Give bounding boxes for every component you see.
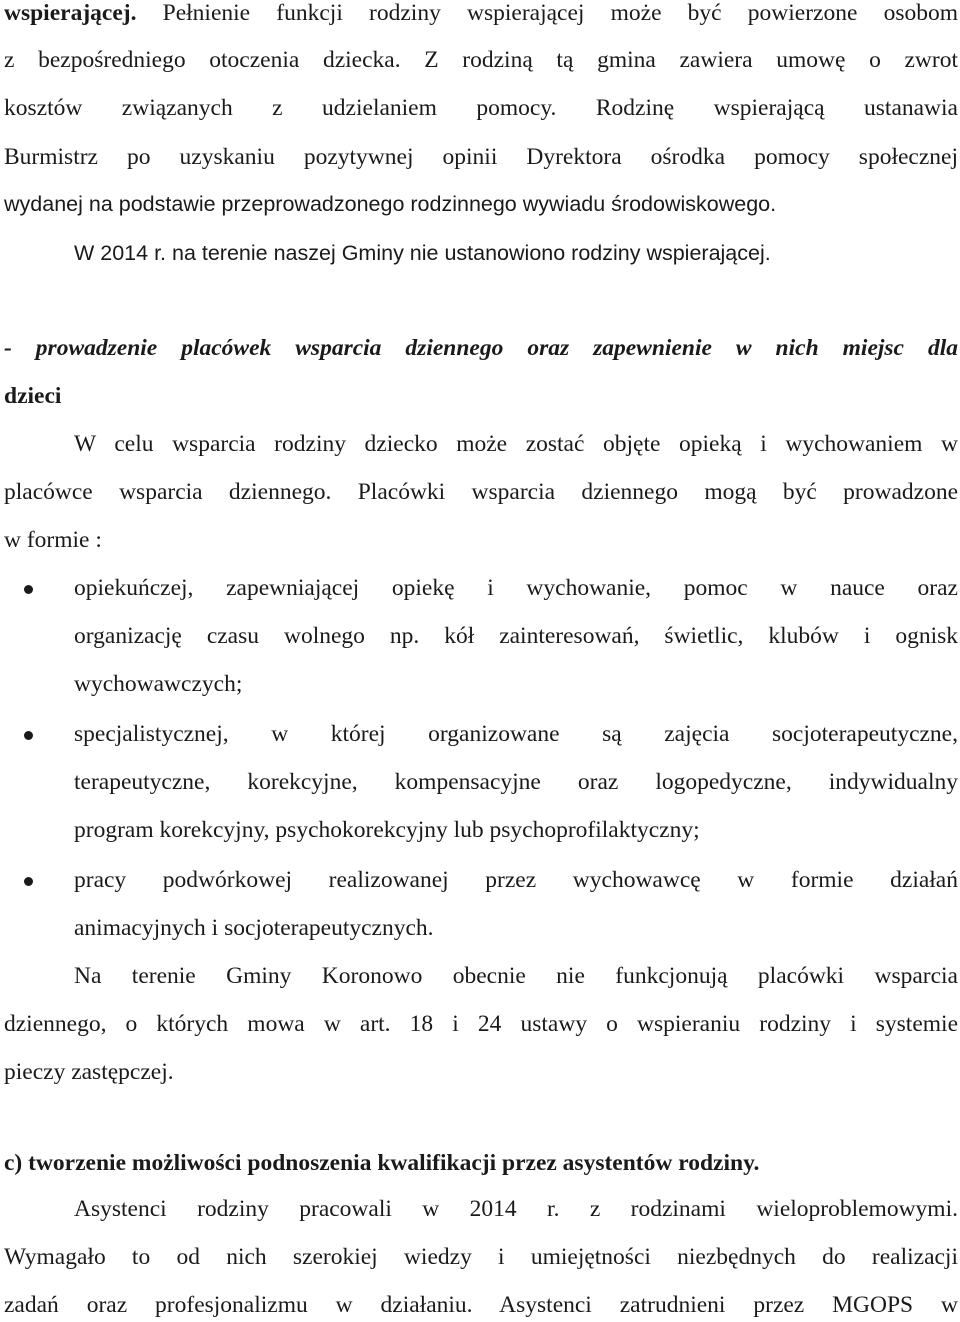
paragraph-line: Na terenie Gminy Koronowo obecnie nie funkcjonują placówki wsparcia (74, 963, 958, 989)
list-item: specjalistycznej, w której organizowane są zajęcia socjoterapeutyczne, (74, 721, 958, 747)
list-item: terapeutyczne, korekcyjne, kompensacyjne oraz logopedyczne, indywidualny (74, 769, 958, 795)
section-heading: dzieci (4, 383, 62, 409)
paragraph-line: z bezpośredniego otoczenia dziecka. Z rodziną tą gmina zawiera umowę o zwrot (4, 47, 958, 73)
paragraph-line: placówce wsparcia dziennego. Placówki wsparcia dziennego mogą być prowadzone (4, 479, 958, 505)
paragraph-line (4, 0, 958, 28)
paragraph-line: w formie : (4, 527, 102, 553)
bullet-icon (24, 877, 33, 886)
paragraph-line: Wymagało to od nich szerokiej wiedzy i umiejętności niezbędnych do realizacji (4, 1244, 958, 1270)
list-item: pracy podwórkowej realizowanej przez wychowawcę w formie działań (74, 867, 958, 893)
bold-term: wspierającej. (4, 0, 137, 26)
list-item: organizację czasu wolnego np. kół zainteresowań, świetlic, klubów i ognisk (74, 623, 958, 649)
paragraph-line: kosztów związanych z udzielaniem pomocy. Rodzinę wspierającą ustanawia (4, 95, 958, 121)
list-item: animacyjnych i socjoterapeutycznych. (74, 915, 434, 941)
paragraph-line: W 2014 r. na terenie naszej Gminy nie ustanowiono rodziny wspierającej. (74, 241, 771, 265)
text-span: Pełnienie funkcji rodziny wspierającej może być powierzone osobom (162, 0, 959, 26)
list-item: opiekuńczej, zapewniającej opiekę i wychowanie, pomoc w nauce oraz (74, 575, 958, 601)
paragraph-line: W celu wsparcia rodziny dziecko może zostać objęte opieką i wychowaniem w (74, 431, 958, 457)
section-heading: c) tworzenie możliwości podnoszenia kwalifikacji przez asystentów rodziny. (4, 1150, 760, 1176)
paragraph-line: Burmistrz po uzyskaniu pozytywnej opinii Dyrektora ośrodka pomocy społecznej (4, 144, 958, 170)
section-heading: - prowadzenie placówek wsparcia dziennego oraz zapewnienie w nich miejsc dla (4, 335, 958, 361)
bullet-icon (24, 585, 33, 594)
paragraph-line: pieczy zastępczej. (4, 1059, 174, 1085)
list-item: program korekcyjny, psychokorekcyjny lub psychoprofilaktyczny; (74, 817, 700, 843)
paragraph-line: zadań oraz profesjonalizmu w działaniu. Asystenci zatrudnieni przez MGOPS w (4, 1292, 958, 1318)
paragraph-line: wydanej na podstawie przeprowadzonego rodzinnego wywiadu środowiskowego. (4, 192, 777, 216)
paragraph-line: Asystenci rodziny pracowali w 2014 r. z rodzinami wieloproblemowymi. (74, 1196, 958, 1222)
bullet-icon (24, 731, 33, 740)
list-item: wychowawczych; (74, 671, 243, 697)
paragraph-line: dziennego, o których mowa w art. 18 i 24 ustawy o wspieraniu rodziny i systemie (4, 1011, 958, 1037)
